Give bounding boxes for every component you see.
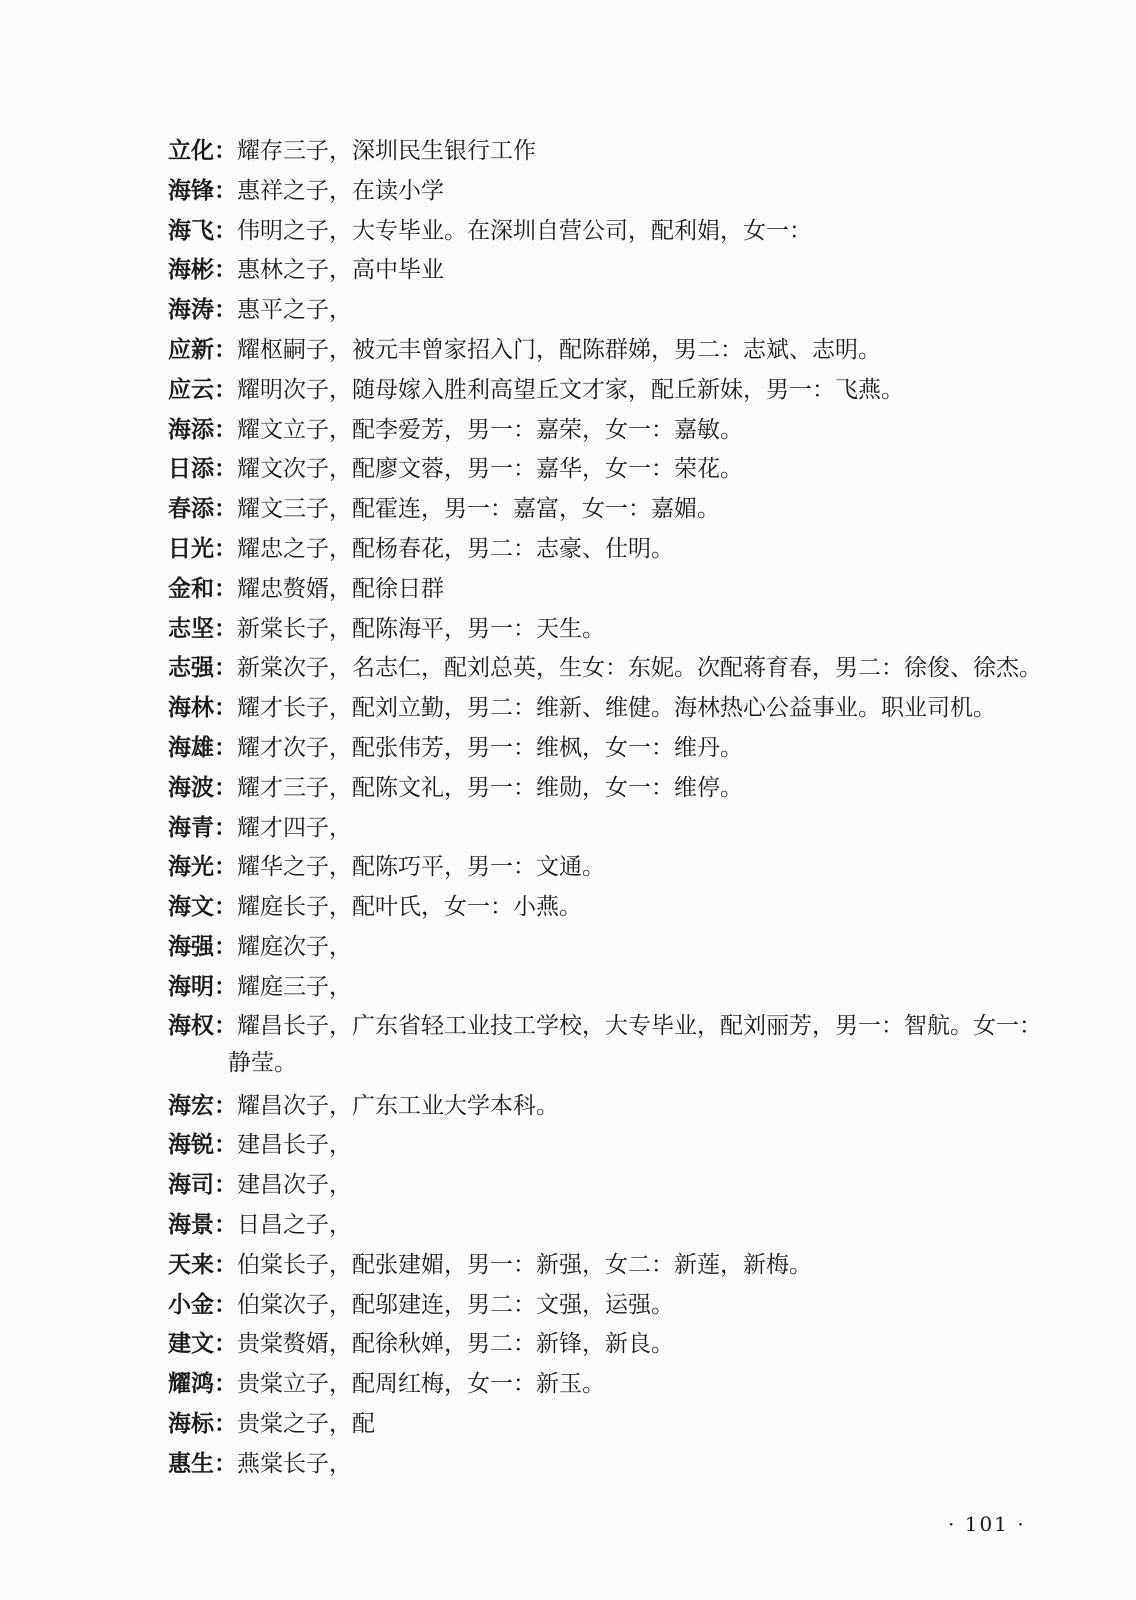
genealogy-entry [168, 291, 1058, 331]
entry-separator: ： [214, 695, 237, 722]
entry-text: 日昌之子， [237, 1211, 352, 1238]
entry-text: 惠林之子，高中毕业 [237, 257, 444, 284]
entry-separator: ： [214, 336, 237, 363]
genealogy-entry [168, 649, 1058, 689]
genealogy-entry [168, 928, 1058, 968]
entry-text: 耀庭长子，配叶氏，女一：小燕。 [237, 894, 582, 921]
entry-separator: ： [214, 1450, 237, 1477]
entry-name: 春添 [168, 496, 214, 523]
genealogy-entry [168, 848, 1058, 888]
entry-separator: ： [214, 854, 237, 881]
entry-text: 耀才次子，配张伟芳，男一：维枫，女一：维丹。 [237, 734, 743, 761]
entry-name: 小金 [168, 1291, 214, 1318]
entry-name: 海强 [168, 933, 214, 960]
entry-name: 海标 [168, 1410, 214, 1437]
entry-text: 耀存三子，深圳民生银行工作 [237, 138, 536, 164]
entry-text: 建昌次子， [237, 1172, 352, 1199]
genealogy-entry [168, 450, 1058, 490]
genealogy-entry [168, 530, 1058, 570]
entry-separator: ： [214, 297, 237, 324]
page-number: · 101 · [948, 1512, 1026, 1536]
entry-name: 海雄 [168, 734, 214, 761]
entry-text: 新棠次子，名志仁，配刘总英，生女：东妮。次配蒋育春，男二：徐俊、徐杰。 [237, 655, 1042, 682]
entry-text: 耀文三子，配霍连，男一：嘉富，女一：嘉媚。 [237, 496, 720, 523]
entry-separator: ： [214, 1371, 237, 1398]
entry-separator: ： [214, 376, 237, 403]
genealogy-entry [168, 570, 1058, 610]
genealogy-entry [168, 610, 1058, 650]
entry-separator: ： [214, 138, 237, 164]
entry-name: 海景 [168, 1211, 214, 1238]
entry-text: 惠祥之子，在读小学 [237, 177, 444, 204]
entry-name: 志强 [168, 655, 214, 682]
genealogy-entry [168, 1365, 1058, 1405]
entry-name: 立化 [168, 138, 214, 164]
entry-separator: ： [214, 456, 237, 483]
entry-separator: ： [214, 655, 237, 682]
entry-text: 贵棠之子，配 [237, 1410, 375, 1437]
genealogy-entry [168, 968, 1058, 1008]
entry-name: 海涛 [168, 297, 214, 324]
entry-name: 海权 [168, 1012, 214, 1039]
entry-text: 耀庭次子， [237, 933, 352, 960]
entry-separator: ： [214, 1410, 237, 1437]
entry-name: 海明 [168, 973, 214, 1000]
genealogy-entry-list [168, 132, 1058, 1485]
entry-text: 耀华之子，配陈巧平，男一：文通。 [237, 854, 605, 881]
genealogy-entry [168, 490, 1058, 530]
entry-name: 日添 [168, 456, 214, 483]
entry-text: 耀枢嗣子，被元丰曾家招入门，配陈群娣，男二：志斌、志明。 [237, 336, 881, 363]
genealogy-entry [168, 769, 1058, 809]
entry-text: 伟明之子，大专毕业。在深圳自营公司，配利娟，女一： [237, 217, 812, 244]
entry-name: 惠生 [168, 1450, 214, 1477]
entry-name: 耀鸿 [168, 1371, 214, 1398]
genealogy-entry [168, 172, 1058, 212]
entry-text: 贵棠赘婿，配徐秋婵，男二：新锋，新良。 [237, 1331, 674, 1358]
entry-separator: ： [214, 1291, 237, 1318]
entry-name: 应新 [168, 336, 214, 363]
entry-name: 天来 [168, 1251, 214, 1278]
entry-separator: ： [214, 1172, 237, 1199]
genealogy-entry [168, 411, 1058, 451]
entry-text: 耀忠赘婿，配徐日群 [237, 575, 444, 602]
entry-name: 海宏 [168, 1092, 214, 1119]
entry-name: 志坚 [168, 615, 214, 642]
entry-separator: ： [214, 177, 237, 204]
entry-separator: ： [214, 416, 237, 443]
entry-name: 海青 [168, 814, 214, 841]
genealogy-entry [168, 371, 1058, 411]
entry-name: 海锋 [168, 177, 214, 204]
entry-separator: ： [214, 615, 237, 642]
entry-separator: ： [214, 1331, 237, 1358]
genealogy-entry [168, 331, 1058, 371]
entry-name: 日光 [168, 535, 214, 562]
entry-text: 伯棠次子，配邬建连，男二：文强，运强。 [237, 1291, 674, 1318]
entry-separator: ： [214, 575, 237, 602]
entry-text: 建昌长子， [237, 1132, 352, 1159]
entry-text: 惠平之子， [237, 297, 352, 324]
entry-separator: ： [214, 774, 237, 801]
entry-text: 耀文次子，配廖文蓉，男一：嘉华，女一：荣花。 [237, 456, 743, 483]
genealogy-entry [168, 1126, 1058, 1166]
entry-text: 耀忠之子，配杨春花，男二：志豪、仕明。 [237, 535, 674, 562]
entry-name: 海锐 [168, 1132, 214, 1159]
entry-text: 贵棠立子，配周红梅，女一：新玉。 [237, 1371, 605, 1398]
entry-separator: ： [214, 1092, 237, 1119]
entry-name: 海光 [168, 854, 214, 881]
genealogy-entry [168, 1286, 1058, 1326]
entry-name: 海飞 [168, 217, 214, 244]
genealogy-entry [168, 251, 1058, 291]
entry-name: 应云 [168, 376, 214, 403]
entry-separator: ： [214, 973, 237, 1000]
genealogy-entry [168, 1166, 1058, 1206]
entry-separator: ： [214, 257, 237, 284]
entry-name: 金和 [168, 575, 214, 602]
entry-separator: ： [214, 1251, 237, 1278]
genealogy-entry [168, 132, 1058, 172]
entry-text: 耀才三子，配陈文礼，男一：维勋，女一：维停。 [237, 774, 743, 801]
entry-text: 耀文立子，配李爱芳，男一：嘉荣，女一：嘉敏。 [237, 416, 743, 443]
entry-text: 耀昌长子，广东省轻工业技工学校，大专毕业，配刘丽芳，男一：智航。女一：静莹。 [228, 1012, 1042, 1076]
entry-text: 伯棠长子，配张建媚，男一：新强，女二：新莲，新梅。 [237, 1251, 812, 1278]
entry-separator: ： [214, 1211, 237, 1238]
entry-name: 海司 [168, 1172, 214, 1199]
entry-text: 耀昌次子，广东工业大学本科。 [237, 1092, 559, 1119]
genealogy-entry [168, 1405, 1058, 1445]
entry-separator: ： [214, 1132, 237, 1159]
entry-text: 耀才长子，配刘立勤，男二：维新、维健。海林热心公益事业。职业司机。 [237, 695, 996, 722]
entry-text: 耀明次子，随母嫁入胜利高望丘文才家，配丘新妹，男一：飞燕。 [237, 376, 904, 403]
entry-separator: ： [214, 217, 237, 244]
genealogy-entry [168, 1008, 1058, 1087]
genealogy-entry [168, 1445, 1058, 1485]
genealogy-entry [168, 1325, 1058, 1365]
genealogy-entry [168, 1087, 1058, 1127]
entry-separator: ： [214, 496, 237, 523]
entry-name: 建文 [168, 1331, 214, 1358]
genealogy-entry [168, 729, 1058, 769]
entry-name: 海添 [168, 416, 214, 443]
entry-separator: ： [214, 933, 237, 960]
entry-separator: ： [214, 894, 237, 921]
genealogy-entry [168, 689, 1058, 729]
entry-name: 海波 [168, 774, 214, 801]
entry-text: 新棠长子，配陈海平，男一：天生。 [237, 615, 605, 642]
genealogy-entry [168, 1206, 1058, 1246]
entry-separator: ： [214, 814, 237, 841]
entry-separator: ： [214, 1012, 237, 1039]
entry-text: 燕棠长子， [237, 1450, 352, 1477]
entry-name: 海文 [168, 894, 214, 921]
entry-separator: ： [214, 535, 237, 562]
entry-text: 耀庭三子， [237, 973, 352, 1000]
entry-separator: ： [214, 734, 237, 761]
genealogy-entry [168, 888, 1058, 928]
entry-text: 耀才四子， [237, 814, 352, 841]
genealogy-entry [168, 1246, 1058, 1286]
genealogy-entry [168, 809, 1058, 849]
genealogy-entry [168, 212, 1058, 252]
entry-name: 海林 [168, 695, 214, 722]
entry-name: 海彬 [168, 257, 214, 284]
